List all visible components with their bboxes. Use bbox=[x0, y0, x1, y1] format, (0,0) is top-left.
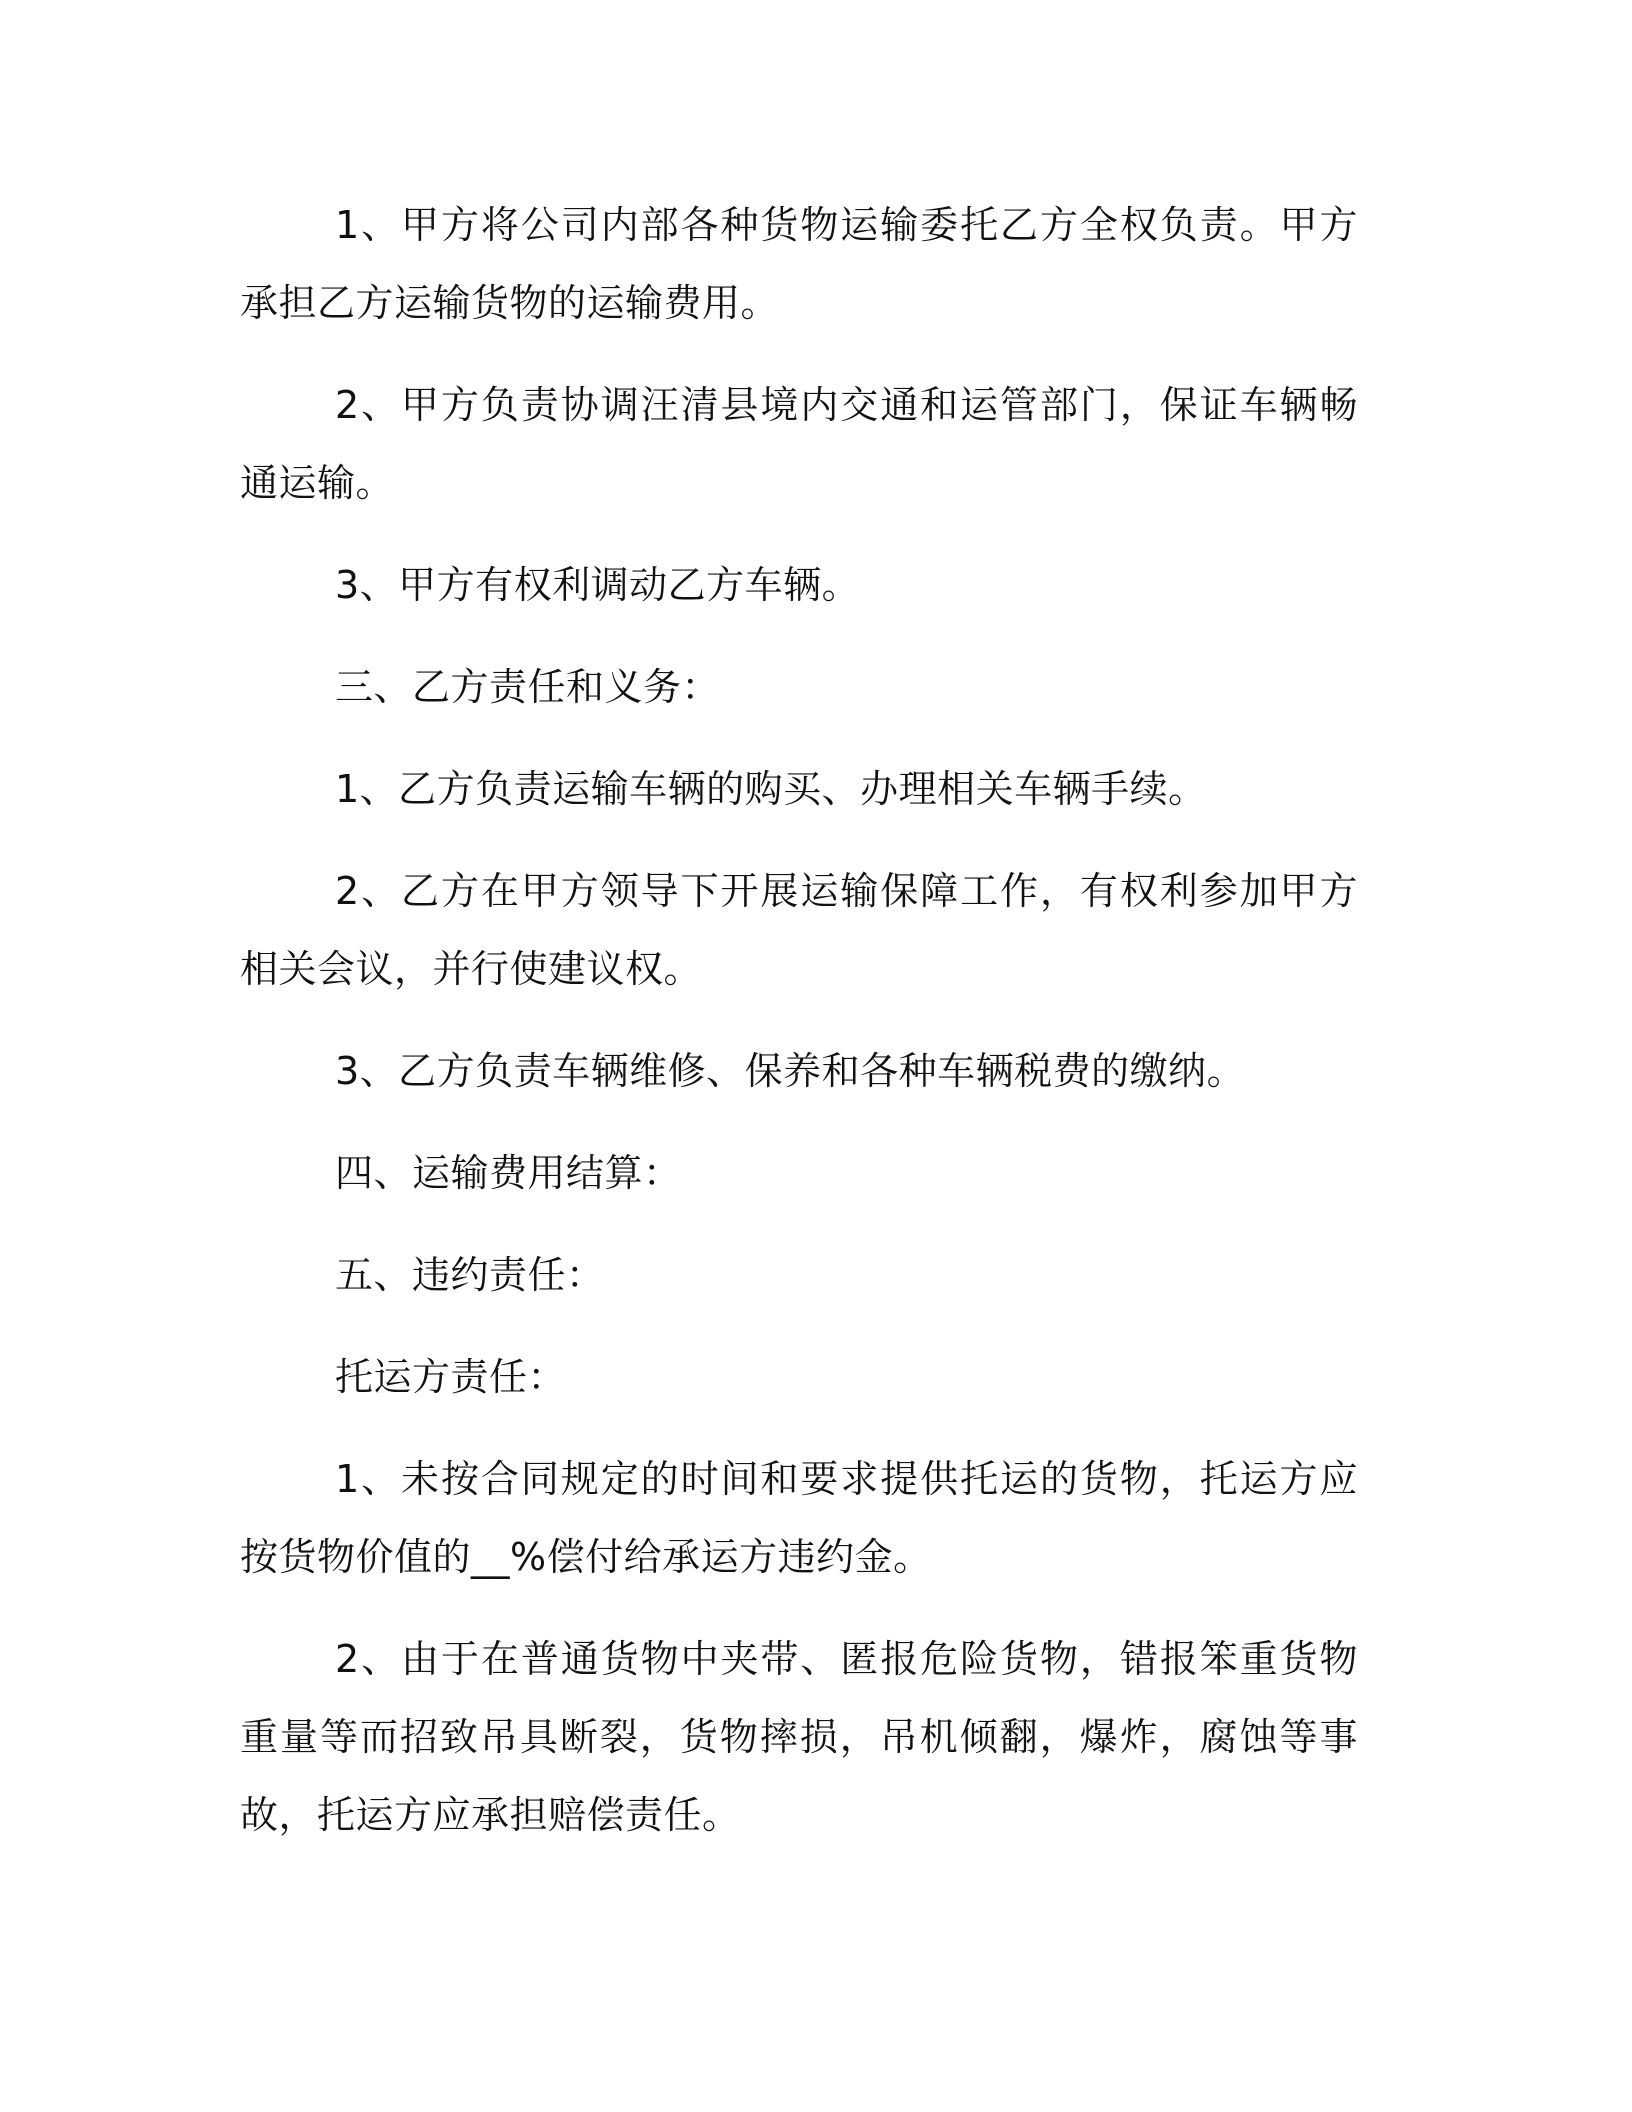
subheading-shipper-liability: 托运方责任： bbox=[335, 1355, 567, 1399]
paragraph-party-b-duty-2: 2、乙方在甲方领导下开展运输保障工作，有权利参加甲方相关会议，并行使建议权。 bbox=[240, 869, 1358, 991]
paragraph-party-b-duty-1: 1、乙方负责运输车辆的购买、办理相关车辆手续。 bbox=[335, 767, 1207, 811]
section-heading-liability: 五、违约责任： bbox=[335, 1253, 605, 1297]
document-body bbox=[240, 186, 1358, 1854]
paragraph-party-b-duty-3: 3、乙方负责车辆维修、保养和各种车辆税费的缴纳。 bbox=[335, 1049, 1246, 1093]
paragraph-party-a-duty-1: 1、甲方将公司内部各种货物运输委托乙方全权负责。甲方承担乙方运输货物的运输费用。 bbox=[240, 203, 1358, 325]
paragraph-shipper-liability-2: 2、由于在普通货物中夹带、匿报危险货物，错报笨重货物重量等而招致吊具断裂，货物摔损，吊机倾翻，爆炸，腐蚀等事故，托运方应承担赔偿责任。 bbox=[240, 1637, 1358, 1837]
paragraph-shipper-liability-1: 1、未按合同规定的时间和要求提供托运的货物，托运方应按货物价值的__%偿付给承运方违约金。 bbox=[240, 1457, 1358, 1579]
paragraph-party-a-duty-2: 2、甲方负责协调汪清县境内交通和运管部门，保证车辆畅通运输。 bbox=[240, 383, 1358, 505]
section-heading-settlement: 四、运输费用结算： bbox=[335, 1151, 682, 1195]
paragraph-party-a-duty-3: 3、甲方有权利调动乙方车辆。 bbox=[335, 563, 861, 607]
section-heading-party-b: 三、乙方责任和义务： bbox=[335, 665, 721, 709]
